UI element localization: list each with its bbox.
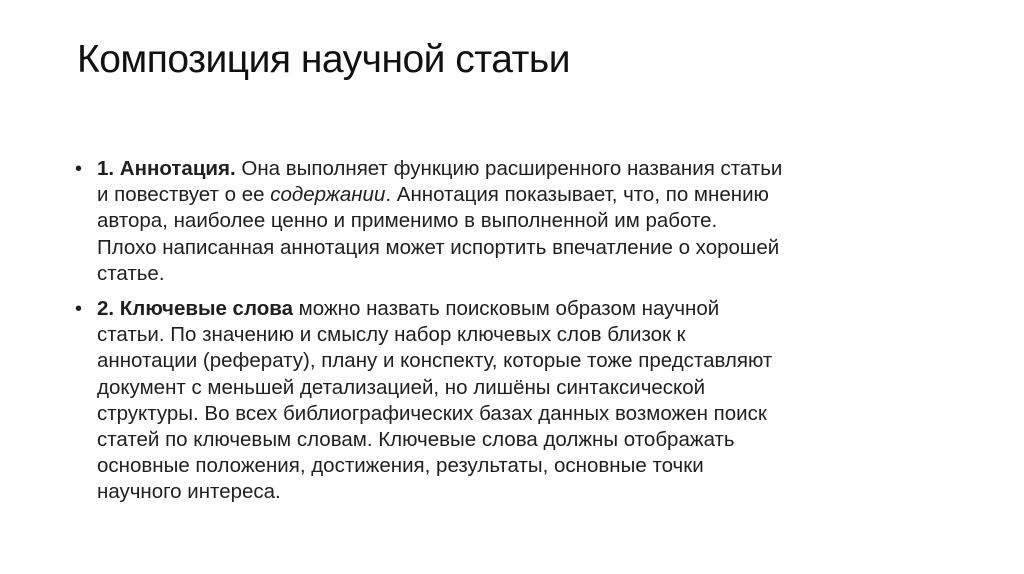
bullet-line	[97, 156, 972, 182]
bullet-dot-icon: •	[75, 298, 83, 321]
line-text: и повествует о ее	[97, 183, 271, 207]
line-text: статьи. По значению и смыслу набор ключевых слов близок к	[97, 323, 686, 347]
bullet-lead: 1. Аннотация.	[97, 157, 236, 180]
line-text: статей по ключевым словам. Ключевые слова должны отображать	[97, 428, 735, 452]
line-text: статье.	[97, 261, 165, 285]
line-text: основные положения, достижения, результаты, основные точки	[97, 454, 704, 478]
bullet-line	[97, 479, 972, 505]
line-text: документ с меньшей детализацией, но лишёны синтаксической	[97, 375, 706, 399]
bullet-line	[97, 182, 972, 208]
bullet-line	[97, 375, 972, 401]
line-emphasis: содержании	[270, 183, 386, 207]
slide-title: Композиция научной статьи	[77, 38, 571, 81]
line-text: научного интереса.	[97, 480, 281, 504]
bullet-line	[97, 401, 972, 427]
bullet-line	[97, 235, 972, 261]
line-text: Она выполняет функцию расширенного названия статьи	[235, 157, 783, 180]
bullet-lead: 2. Ключевые слова	[97, 297, 293, 321]
line-text: Плохо написанная аннотация может испортить впечатление о хорошей	[97, 235, 780, 259]
bullet-line	[97, 208, 972, 234]
bullet-line	[97, 427, 972, 453]
bullet-dot-icon: •	[75, 158, 83, 180]
line-text: можно назвать поисковым образом научной	[292, 297, 720, 321]
line-text: . Аннотация показывает, что, по мнению	[385, 183, 769, 207]
bullet-line	[97, 261, 972, 287]
bullet-line	[97, 348, 972, 374]
line-text: автора, наиболее ценно и применимо в выполненной им работе.	[97, 209, 718, 233]
bullet-list	[72, 156, 972, 515]
bullet-keywords	[72, 296, 972, 506]
bullet-line	[97, 322, 972, 348]
line-text: аннотации (реферату), плану и конспекту, которые тоже представляют	[97, 349, 773, 373]
line-text: структуры. Во всех библиографических базах данных возможен поиск	[97, 401, 767, 425]
bullet-line	[97, 296, 972, 322]
bullet-line	[97, 453, 972, 479]
bullet-annotation	[72, 156, 972, 287]
